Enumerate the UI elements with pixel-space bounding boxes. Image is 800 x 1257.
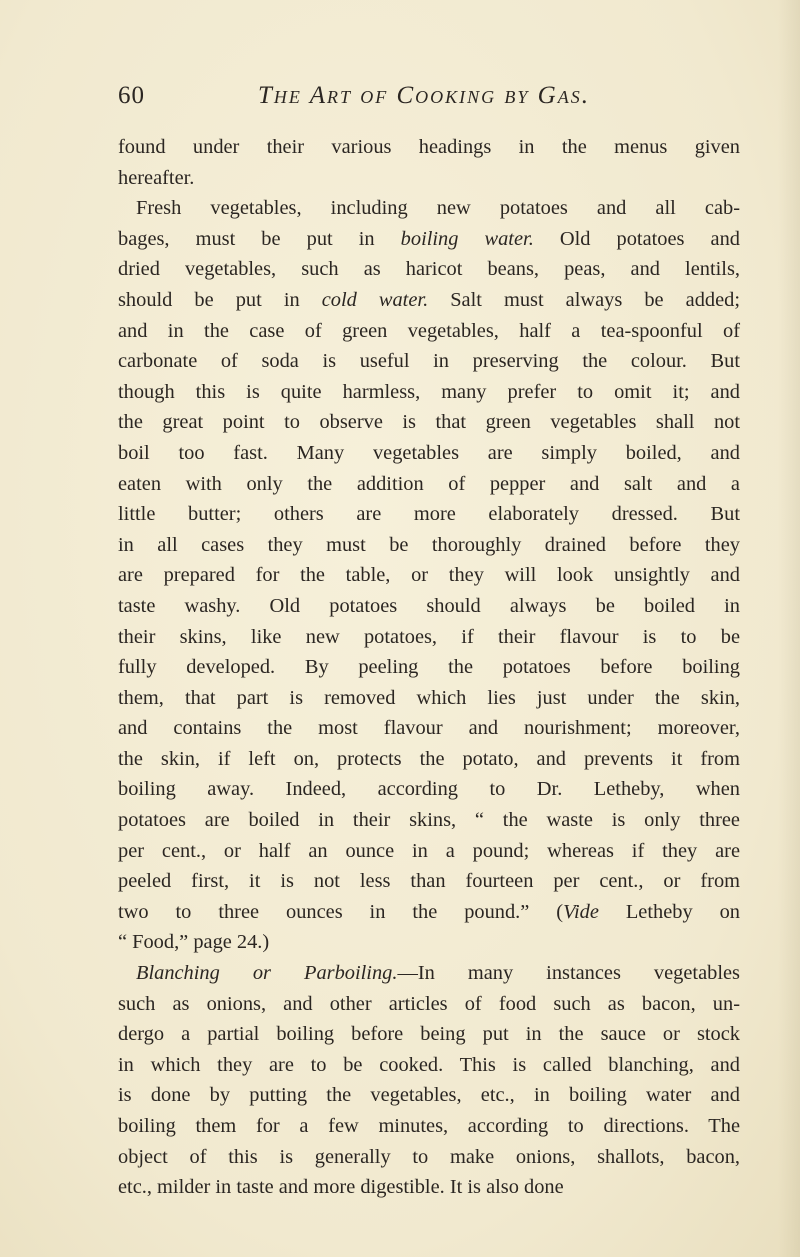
text-line: are prepared for the table, or they will look unsightly and <box>118 564 740 587</box>
italic-term: boiling water. <box>400 227 534 250</box>
text-segment: Old potatoes and <box>533 227 740 250</box>
text-line: boiling away. Indeed, according to Dr. Letheby, when <box>118 778 740 801</box>
text-line: carbonate of soda is useful in preserving the colour. But <box>118 350 740 373</box>
text-segment: Letheby on <box>598 900 740 923</box>
text-line: though this is quite harmless, many prefer to omit it; and <box>118 380 740 403</box>
page-header <box>118 82 678 122</box>
text-segment: should be put in <box>118 288 322 311</box>
text-line: and in the case of green vegetables, half a tea-spoonful of <box>118 319 740 342</box>
text-line: them, that part is removed which lies just under the skin, <box>118 686 740 709</box>
text-line: and contains the most flavour and nourishment; moreover, <box>118 717 740 740</box>
text-line: object of this is generally to make onions, shallots, bacon, <box>118 1145 740 1168</box>
text-line: Fresh vegetables, including new potatoes and all cab- <box>136 197 740 220</box>
italic-term: cold water. <box>321 288 429 311</box>
text-line: the skin, if left on, protects the potato, and prevents it from <box>118 747 740 770</box>
text-segment: Salt must always be added; <box>428 288 740 311</box>
text-line: is done by putting the vegetables, etc., in boiling water and <box>118 1084 740 1107</box>
text-line: taste washy. Old potatoes should always be boiled in <box>118 594 740 617</box>
running-title: The Art of Cooking by Gas. <box>258 82 590 109</box>
text-line: “ Food,” page 24.) <box>118 931 270 954</box>
page-number: 60 <box>118 82 145 109</box>
text-line: such as onions, and other articles of food such as bacon, un- <box>118 992 740 1015</box>
text-line: potatoes are boiled in their skins, “ the waste is only three <box>118 809 740 832</box>
text-line: dergo a partial boiling before being put in the sauce or stock <box>118 1023 740 1046</box>
text-line: their skins, like new potatoes, if their flavour is to be <box>118 625 740 648</box>
text-segment: bages, must be put in <box>118 227 401 250</box>
body-text <box>118 132 740 1203</box>
text-segment: —In many instances vegetables <box>397 962 740 985</box>
italic-heading: Blanching or Parboiling. <box>136 962 398 985</box>
text-line: fully developed. By peeling the potatoes before boiling <box>118 656 740 679</box>
text-line: etc., milder in taste and more digestible. It is also done <box>118 1176 564 1199</box>
italic-term: Vide <box>563 900 599 923</box>
text-line: in which they are to be cooked. This is called blanching, and <box>118 1053 740 1076</box>
page-edge-shadow <box>778 0 800 1257</box>
text-line: boiling them for a few minutes, according to directions. The <box>118 1115 740 1137</box>
text-line: hereafter. <box>118 166 195 189</box>
text-line: little butter; others are more elaborately dressed. But <box>118 503 740 526</box>
text-segment: two to three ounces in the pound.” ( <box>118 900 564 923</box>
text-line <box>118 285 740 316</box>
text-line: boil too fast. Many vegetables are simply boiled, and <box>118 441 740 464</box>
text-line: eaten with only the addition of pepper and salt and a <box>118 472 740 495</box>
text-line: the great point to observe is that green vegetables shall not <box>118 411 740 434</box>
text-line: found under their various headings in the menus given <box>118 136 740 158</box>
text-line: in all cases they must be thoroughly drained before they <box>118 533 740 556</box>
text-line <box>118 897 740 928</box>
text-line: dried vegetables, such as haricot beans, peas, and lentils, <box>118 258 740 281</box>
text-line <box>118 224 740 255</box>
text-line <box>118 958 740 989</box>
text-line: per cent., or half an ounce in a pound; whereas if they are <box>118 839 740 862</box>
text-line: peeled first, it is not less than fourteen per cent., or from <box>118 870 740 893</box>
